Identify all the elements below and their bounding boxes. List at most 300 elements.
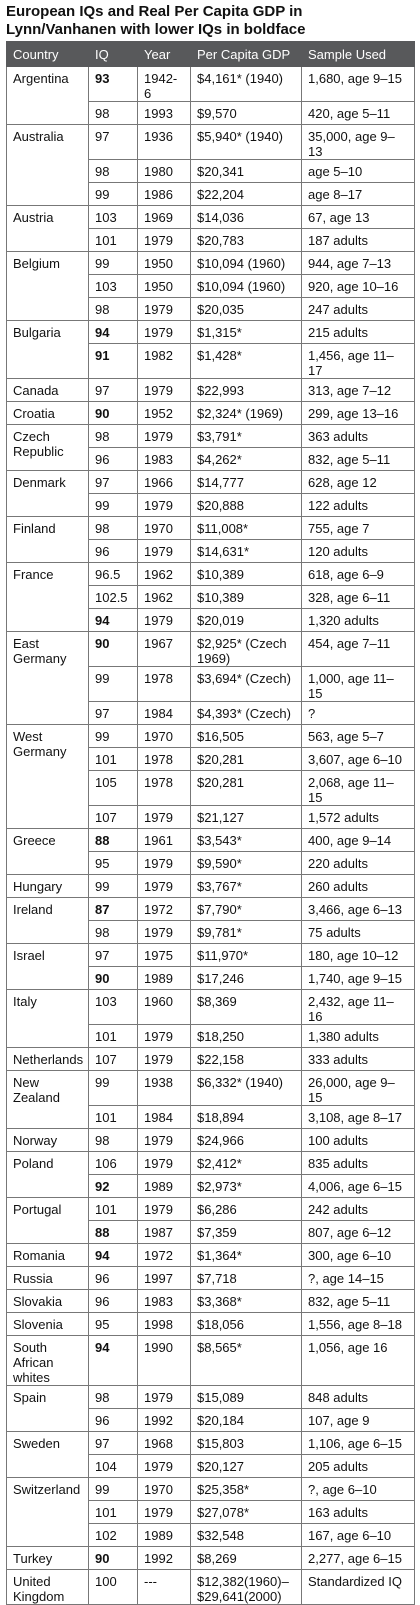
country-cell: Finland (7, 517, 89, 563)
gdp-cell: $21,127 (191, 806, 302, 829)
year-cell: 1942-6 (138, 67, 191, 102)
sample-cell: 1,320 adults (302, 609, 415, 632)
gdp-cell: $32,548 (191, 1524, 302, 1547)
year-cell: 1979 (138, 379, 191, 402)
country-cell: Canada (7, 379, 89, 402)
sample-cell: 832, age 5–11 (302, 448, 415, 471)
year-cell: 1992 (138, 1547, 191, 1570)
table-row (7, 632, 415, 667)
table-row (7, 944, 415, 967)
iq-cell: 98 (89, 517, 138, 540)
year-cell: 1979 (138, 1129, 191, 1152)
iq-cell: 96 (89, 1290, 138, 1313)
country-cell: Australia (7, 125, 89, 206)
sample-cell: 1,380 adults (302, 1025, 415, 1048)
iq-cell: 102 (89, 1524, 138, 1547)
sample-cell: 944, age 7–13 (302, 252, 415, 275)
iq-cell: 96 (89, 448, 138, 471)
year-cell: 1998 (138, 1313, 191, 1336)
sample-cell: 4,006, age 6–15 (302, 1175, 415, 1198)
table-row (7, 1244, 415, 1267)
country-cell: Greece (7, 829, 89, 875)
iq-cell: 102.5 (89, 586, 138, 609)
iq-cell: 107 (89, 806, 138, 829)
gdp-cell: $16,505 (191, 725, 302, 748)
sample-cell: 618, age 6–9 (302, 563, 415, 586)
year-cell: 1950 (138, 275, 191, 298)
gdp-cell: $8,269 (191, 1547, 302, 1570)
gdp-cell: $24,966 (191, 1129, 302, 1152)
table-row (7, 206, 415, 229)
year-cell: 1989 (138, 967, 191, 990)
iq-cell: 97 (89, 471, 138, 494)
table-row (7, 1129, 415, 1152)
sample-cell: ?, age 14–15 (302, 1267, 415, 1290)
table-row (7, 1336, 415, 1386)
year-cell: 1962 (138, 563, 191, 586)
country-cell: Switzerland (7, 1478, 89, 1547)
sample-cell: 807, age 6–12 (302, 1221, 415, 1244)
iq-cell: 87 (89, 898, 138, 921)
iq-cell: 95 (89, 852, 138, 875)
gdp-cell: $20,888 (191, 494, 302, 517)
iq-cell: 99 (89, 725, 138, 748)
country-cell: Turkey (7, 1547, 89, 1570)
gdp-cell: $22,158 (191, 1048, 302, 1071)
gdp-cell: $20,783 (191, 229, 302, 252)
year-cell: 1952 (138, 402, 191, 425)
sample-cell: 832, age 5–11 (302, 1290, 415, 1313)
country-cell: Czech Republic (7, 425, 89, 471)
year-cell: --- (138, 1570, 191, 1605)
year-cell: 1980 (138, 160, 191, 183)
sample-cell: 363 adults (302, 425, 415, 448)
table-row (7, 875, 415, 898)
gdp-cell: $15,089 (191, 1386, 302, 1409)
table-row (7, 402, 415, 425)
sample-cell: 1,000, age 11–15 (302, 667, 415, 702)
sample-cell: 220 adults (302, 852, 415, 875)
table-row (7, 1547, 415, 1570)
iq-cell: 97 (89, 379, 138, 402)
year-cell: 1979 (138, 298, 191, 321)
table-row (7, 1478, 415, 1501)
year-cell: 1978 (138, 667, 191, 702)
table-row (7, 1386, 415, 1409)
country-cell: South African whites (7, 1336, 89, 1386)
gdp-cell: $4,262* (191, 448, 302, 471)
iq-cell: 90 (89, 632, 138, 667)
iq-cell: 96 (89, 1409, 138, 1432)
sample-cell: 120 adults (302, 540, 415, 563)
gdp-cell: $22,993 (191, 379, 302, 402)
year-cell: 1979 (138, 806, 191, 829)
gdp-cell: $2,412* (191, 1152, 302, 1175)
gdp-cell: $3,791* (191, 425, 302, 448)
sample-cell: 1,556, age 8–18 (302, 1313, 415, 1336)
iq-cell: 96 (89, 1267, 138, 1290)
iq-cell: 103 (89, 206, 138, 229)
gdp-cell: $20,281 (191, 748, 302, 771)
iq-cell: 104 (89, 1455, 138, 1478)
sample-cell: 755, age 7 (302, 517, 415, 540)
sample-cell: 260 adults (302, 875, 415, 898)
gdp-cell: $18,056 (191, 1313, 302, 1336)
year-cell: 1979 (138, 1048, 191, 1071)
gdp-cell: $18,894 (191, 1106, 302, 1129)
iq-cell: 90 (89, 402, 138, 425)
sample-cell: 333 adults (302, 1048, 415, 1071)
sample-cell: ? (302, 702, 415, 725)
country-cell: United Kingdom (7, 1570, 89, 1605)
year-cell: 1936 (138, 125, 191, 160)
iq-cell: 99 (89, 494, 138, 517)
year-cell: 1970 (138, 517, 191, 540)
iq-cell: 98 (89, 1386, 138, 1409)
sample-cell: 107, age 9 (302, 1409, 415, 1432)
iq-cell: 97 (89, 1432, 138, 1455)
gdp-cell: $20,281 (191, 771, 302, 806)
year-cell: 1984 (138, 702, 191, 725)
year-cell: 1975 (138, 944, 191, 967)
year-cell: 1960 (138, 990, 191, 1025)
table-row (7, 990, 415, 1025)
country-cell: Ireland (7, 898, 89, 944)
year-cell: 1966 (138, 471, 191, 494)
table-row (7, 1198, 415, 1221)
header-country: Country (7, 42, 89, 67)
sample-cell: 26,000, age 9–15 (302, 1071, 415, 1106)
country-cell: Hungary (7, 875, 89, 898)
iq-cell: 99 (89, 183, 138, 206)
sample-cell: 2,277, age 6–15 (302, 1547, 415, 1570)
iq-cell: 94 (89, 1244, 138, 1267)
sample-cell: 75 adults (302, 921, 415, 944)
iq-cell: 96 (89, 540, 138, 563)
year-cell: 1989 (138, 1175, 191, 1198)
table-row (7, 1152, 415, 1175)
year-cell: 1989 (138, 1524, 191, 1547)
sample-cell: 848 adults (302, 1386, 415, 1409)
year-cell: 1979 (138, 1198, 191, 1221)
table-row (7, 1290, 415, 1313)
year-cell: 1967 (138, 632, 191, 667)
country-cell: New Zealand (7, 1071, 89, 1129)
gdp-cell: $10,094 (1960) (191, 275, 302, 298)
iq-cell: 88 (89, 1221, 138, 1244)
iq-cell: 95 (89, 1313, 138, 1336)
year-cell: 1979 (138, 1386, 191, 1409)
iq-cell: 100 (89, 1570, 138, 1605)
country-cell: Slovenia (7, 1313, 89, 1336)
gdp-cell: $4,393* (Czech) (191, 702, 302, 725)
sample-cell: 1,572 adults (302, 806, 415, 829)
iq-cell: 98 (89, 921, 138, 944)
year-cell: 1968 (138, 1432, 191, 1455)
sample-cell: Standardized IQ (302, 1570, 415, 1605)
year-cell: 1979 (138, 921, 191, 944)
iq-cell: 88 (89, 829, 138, 852)
year-cell: 1990 (138, 1336, 191, 1386)
iq-cell: 93 (89, 67, 138, 102)
year-cell: 1979 (138, 1501, 191, 1524)
gdp-cell: $10,389 (191, 586, 302, 609)
year-cell: 1970 (138, 725, 191, 748)
country-cell: Portugal (7, 1198, 89, 1244)
header-year: Year (138, 42, 191, 67)
country-cell: Israel (7, 944, 89, 990)
year-cell: 1979 (138, 609, 191, 632)
gdp-cell: $1,428* (191, 344, 302, 379)
year-cell: 1983 (138, 448, 191, 471)
year-cell: 1979 (138, 875, 191, 898)
iq-cell: 98 (89, 298, 138, 321)
country-cell: East Germany (7, 632, 89, 725)
year-cell: 1987 (138, 1221, 191, 1244)
gdp-cell: $8,565* (191, 1336, 302, 1386)
table-body (7, 67, 415, 1605)
gdp-cell: $11,970* (191, 944, 302, 967)
country-cell: Netherlands (7, 1048, 89, 1071)
gdp-cell: $3,767* (191, 875, 302, 898)
iq-cell: 94 (89, 609, 138, 632)
table-row (7, 829, 415, 852)
sample-cell: 300, age 6–10 (302, 1244, 415, 1267)
sample-cell: 1,056, age 16 (302, 1336, 415, 1386)
iq-cell: 90 (89, 967, 138, 990)
table-row (7, 379, 415, 402)
gdp-cell: $20,127 (191, 1455, 302, 1478)
iq-cell: 97 (89, 944, 138, 967)
gdp-cell: $3,368* (191, 1290, 302, 1313)
sample-cell: 187 adults (302, 229, 415, 252)
iq-cell: 98 (89, 160, 138, 183)
sample-cell: 2,432, age 11–16 (302, 990, 415, 1025)
year-cell: 1993 (138, 102, 191, 125)
year-cell: 1986 (138, 183, 191, 206)
table-row (7, 252, 415, 275)
gdp-cell: $20,035 (191, 298, 302, 321)
year-cell: 1969 (138, 206, 191, 229)
country-cell: Slovakia (7, 1290, 89, 1313)
sample-cell: 299, age 13–16 (302, 402, 415, 425)
gdp-cell: $10,094 (1960) (191, 252, 302, 275)
gdp-cell: $15,803 (191, 1432, 302, 1455)
iq-cell: 98 (89, 1129, 138, 1152)
gdp-cell: $27,078* (191, 1501, 302, 1524)
sample-cell: 67, age 13 (302, 206, 415, 229)
gdp-cell: $11,008* (191, 517, 302, 540)
sample-cell: 3,466, age 6–13 (302, 898, 415, 921)
sample-cell: 1,106, age 6–15 (302, 1432, 415, 1455)
table-row (7, 67, 415, 102)
country-cell: Austria (7, 206, 89, 252)
year-cell: 1978 (138, 748, 191, 771)
year-cell: 1979 (138, 494, 191, 517)
country-cell: Argentina (7, 67, 89, 125)
year-cell: 1979 (138, 1025, 191, 1048)
sample-cell: 215 adults (302, 321, 415, 344)
gdp-cell: $1,364* (191, 1244, 302, 1267)
gdp-cell: $20,184 (191, 1409, 302, 1432)
country-cell: Spain (7, 1386, 89, 1432)
sample-cell: 242 adults (302, 1198, 415, 1221)
year-cell: 1997 (138, 1267, 191, 1290)
sample-cell: 628, age 12 (302, 471, 415, 494)
gdp-cell: $9,570 (191, 102, 302, 125)
country-cell: Denmark (7, 471, 89, 517)
gdp-cell: $6,332* (1940) (191, 1071, 302, 1106)
year-cell: 1979 (138, 852, 191, 875)
sample-cell: ?, age 6–10 (302, 1478, 415, 1501)
country-cell: Norway (7, 1129, 89, 1152)
iq-cell: 106 (89, 1152, 138, 1175)
gdp-cell: $9,781* (191, 921, 302, 944)
gdp-cell: $1,315* (191, 321, 302, 344)
iq-gdp-table (6, 41, 415, 1605)
iq-cell: 92 (89, 1175, 138, 1198)
gdp-cell: $12,382(1960)–$29,641(2000) (191, 1570, 302, 1605)
gdp-cell: $20,341 (191, 160, 302, 183)
sample-cell: 400, age 9–14 (302, 829, 415, 852)
iq-cell: 101 (89, 1501, 138, 1524)
country-cell: Sweden (7, 1432, 89, 1478)
iq-cell: 105 (89, 771, 138, 806)
gdp-cell: $3,694* (Czech) (191, 667, 302, 702)
sample-cell: 454, age 7–11 (302, 632, 415, 667)
year-cell: 1979 (138, 540, 191, 563)
gdp-cell: $14,631* (191, 540, 302, 563)
table-row (7, 321, 415, 344)
gdp-cell: $14,777 (191, 471, 302, 494)
table-row (7, 1313, 415, 1336)
iq-cell: 96.5 (89, 563, 138, 586)
sample-cell: 920, age 10–16 (302, 275, 415, 298)
gdp-cell: $5,940* (1940) (191, 125, 302, 160)
sample-cell: 420, age 5–11 (302, 102, 415, 125)
sample-cell: age 5–10 (302, 160, 415, 183)
iq-cell: 99 (89, 1071, 138, 1106)
gdp-cell: $14,036 (191, 206, 302, 229)
gdp-cell: $7,718 (191, 1267, 302, 1290)
iq-cell: 101 (89, 1106, 138, 1129)
gdp-cell: $7,790* (191, 898, 302, 921)
sample-cell: 35,000, age 9–13 (302, 125, 415, 160)
header-sample: Sample Used (302, 42, 415, 67)
country-cell: Italy (7, 990, 89, 1048)
gdp-cell: $7,359 (191, 1221, 302, 1244)
table-row (7, 1570, 415, 1605)
year-cell: 1979 (138, 425, 191, 448)
header-gdp: Per Capita GDP (191, 42, 302, 67)
year-cell: 1962 (138, 586, 191, 609)
sample-cell: 180, age 10–12 (302, 944, 415, 967)
iq-cell: 97 (89, 125, 138, 160)
table-title: European IQs and Real Per Capita GDP in Lynn/Vanhanen with lower IQs in boldface (6, 3, 306, 38)
year-cell: 1984 (138, 1106, 191, 1129)
sample-cell: 1,740, age 9–15 (302, 967, 415, 990)
iq-cell: 97 (89, 702, 138, 725)
gdp-cell: $22,204 (191, 183, 302, 206)
year-cell: 1970 (138, 1478, 191, 1501)
sample-cell: age 8–17 (302, 183, 415, 206)
year-cell: 1972 (138, 1244, 191, 1267)
iq-cell: 101 (89, 1025, 138, 1048)
year-cell: 1979 (138, 1152, 191, 1175)
table-row (7, 898, 415, 921)
year-cell: 1972 (138, 898, 191, 921)
gdp-cell: $9,590* (191, 852, 302, 875)
table-row (7, 563, 415, 586)
year-cell: 1950 (138, 252, 191, 275)
gdp-cell: $25,358* (191, 1478, 302, 1501)
iq-cell: 91 (89, 344, 138, 379)
year-cell: 1978 (138, 771, 191, 806)
iq-cell: 101 (89, 229, 138, 252)
sample-cell: 2,068, age 11–15 (302, 771, 415, 806)
sample-cell: 163 adults (302, 1501, 415, 1524)
country-cell: West Germany (7, 725, 89, 829)
gdp-cell: $2,973* (191, 1175, 302, 1198)
country-cell: Poland (7, 1152, 89, 1198)
gdp-cell: $8,369 (191, 990, 302, 1025)
gdp-cell: $20,019 (191, 609, 302, 632)
iq-cell: 98 (89, 102, 138, 125)
iq-cell: 103 (89, 990, 138, 1025)
year-cell: 1979 (138, 229, 191, 252)
sample-cell: 3,108, age 8–17 (302, 1106, 415, 1129)
iq-cell: 98 (89, 425, 138, 448)
table-row (7, 725, 415, 748)
country-cell: Croatia (7, 402, 89, 425)
table-row (7, 125, 415, 160)
gdp-cell: $18,250 (191, 1025, 302, 1048)
iq-cell: 101 (89, 1198, 138, 1221)
country-cell: Romania (7, 1244, 89, 1267)
gdp-cell: $2,925* (Czech 1969) (191, 632, 302, 667)
iq-cell: 94 (89, 321, 138, 344)
table-row (7, 1267, 415, 1290)
year-cell: 1979 (138, 321, 191, 344)
gdp-cell: $2,324* (1969) (191, 402, 302, 425)
year-cell: 1938 (138, 1071, 191, 1106)
sample-cell: 1,680, age 9–15 (302, 67, 415, 102)
year-cell: 1982 (138, 344, 191, 379)
iq-cell: 99 (89, 252, 138, 275)
country-cell: Belgium (7, 252, 89, 321)
iq-cell: 99 (89, 667, 138, 702)
sample-cell: 313, age 7–12 (302, 379, 415, 402)
gdp-cell: $6,286 (191, 1198, 302, 1221)
sample-cell: 247 adults (302, 298, 415, 321)
country-cell: Russia (7, 1267, 89, 1290)
table-row (7, 471, 415, 494)
country-cell: Bulgaria (7, 321, 89, 379)
iq-cell: 99 (89, 1478, 138, 1501)
gdp-cell: $10,389 (191, 563, 302, 586)
header-row (7, 42, 415, 67)
sample-cell: 563, age 5–7 (302, 725, 415, 748)
sample-cell: 3,607, age 6–10 (302, 748, 415, 771)
iq-cell: 103 (89, 275, 138, 298)
sample-cell: 122 adults (302, 494, 415, 517)
iq-cell: 94 (89, 1336, 138, 1386)
sample-cell: 205 adults (302, 1455, 415, 1478)
iq-cell: 90 (89, 1547, 138, 1570)
table-row (7, 517, 415, 540)
year-cell: 1979 (138, 1455, 191, 1478)
table-row (7, 1071, 415, 1106)
